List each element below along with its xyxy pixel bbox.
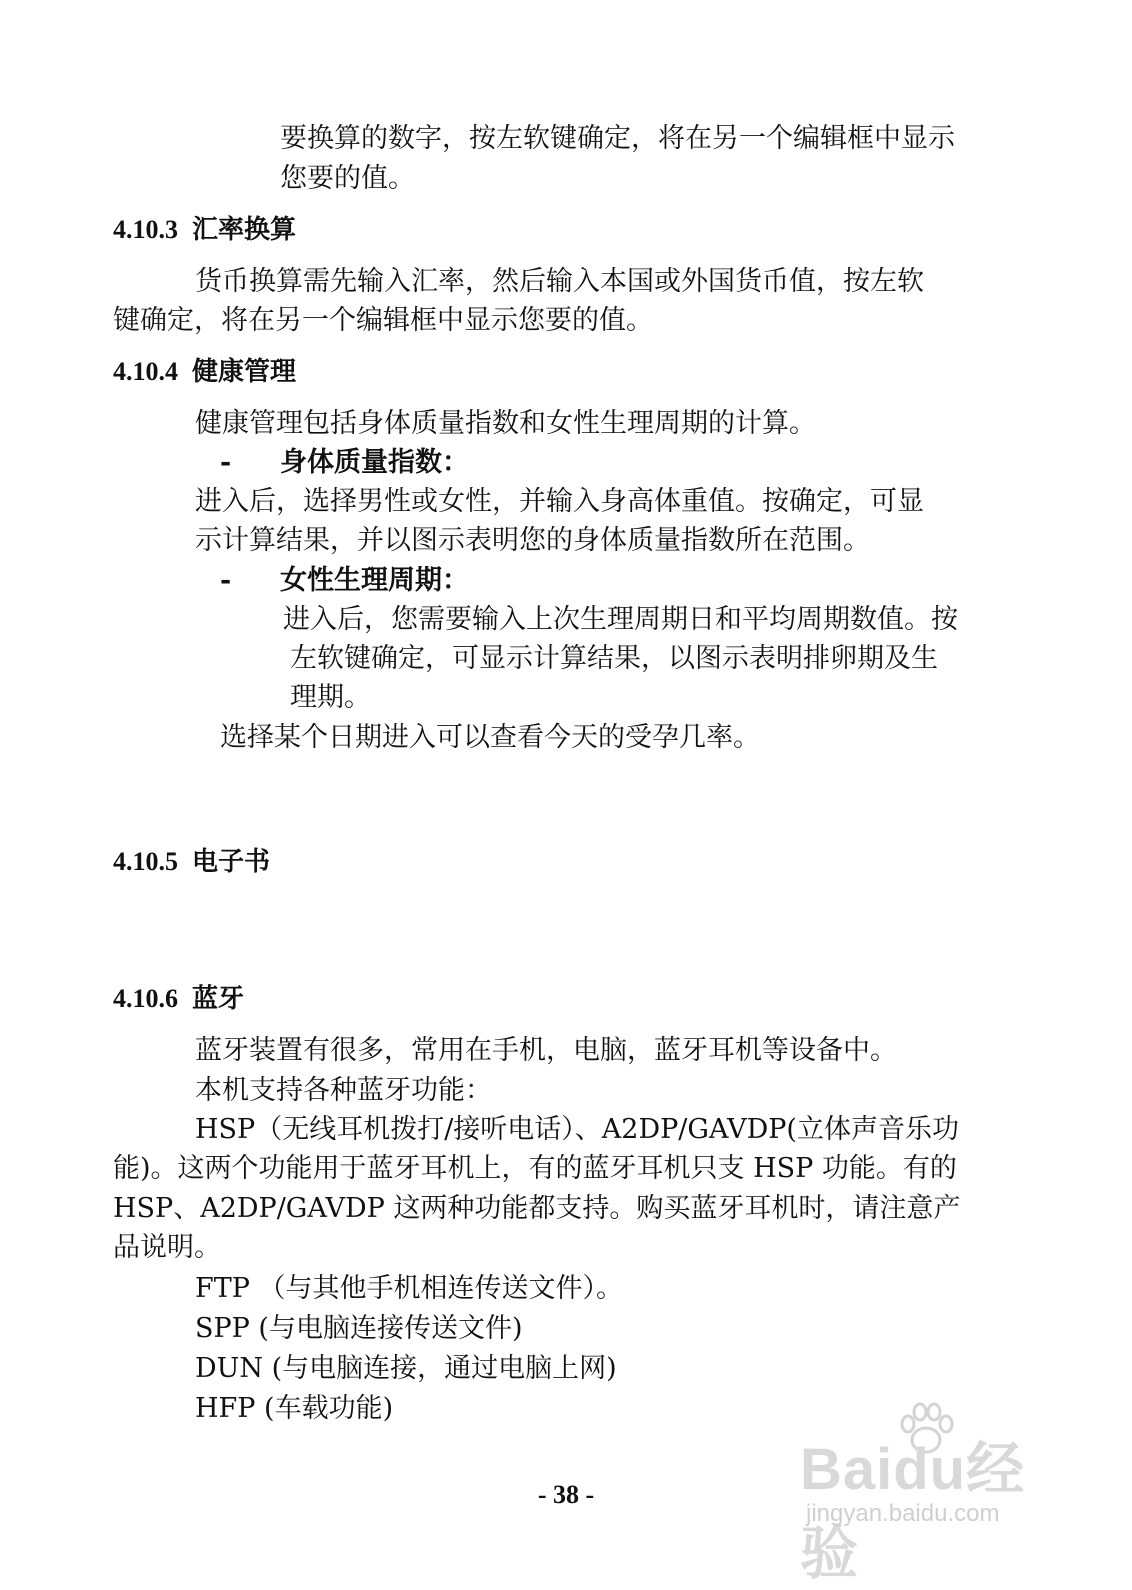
section-title: 健康管理 [192, 357, 297, 387]
body-text-line: HFP (车载功能) [195, 1393, 394, 1424]
body-text-line: DUN (与电脑连接，通过电脑上网) [195, 1353, 617, 1384]
body-text-line: 进入后，选择男性或女性，并输入身高体重值。按确定，可显 [195, 486, 924, 517]
bullet-label: 身体质量指数： [280, 447, 469, 478]
body-text-line: 健康管理包括身体质量指数和女性生理周期的计算。 [195, 408, 816, 439]
section-heading-4-10-5 [113, 843, 270, 881]
body-text-line: 键确定，将在另一个编辑框中显示您要的值。 [113, 305, 653, 336]
bullet-item-cycle [220, 562, 469, 600]
body-text-line: 进入后，您需要输入上次生理周期日和平均周期数值。按 [283, 604, 958, 635]
body-text-line: 您要的值。 [280, 163, 415, 194]
body-text-line: HSP、A2DP/GAVDP 这两种功能都支持。购买蓝牙耳机时，请注意产 [113, 1193, 961, 1224]
body-text-line: 本机支持各种蓝牙功能： [195, 1075, 492, 1106]
watermark-url: jingyan.baidu.com [806, 1500, 1000, 1527]
section-heading-4-10-4 [113, 353, 296, 391]
section-heading-4-10-3 [113, 211, 296, 249]
body-text-line: HSP（无线耳机拨打/接听电话）、A2DP/GAVDP(立体声音乐功 [195, 1114, 959, 1145]
section-heading-4-10-6 [113, 980, 244, 1018]
section-number: 4.10.6 [113, 984, 178, 1013]
section-title: 汇率换算 [192, 215, 297, 245]
body-text-line: 能)。这两个功能用于蓝牙耳机上，有的蓝牙耳机只支 HSP 功能。有的 [113, 1153, 957, 1184]
bullet-label: 女性生理周期： [280, 565, 469, 596]
watermark-logo-text: Baidu经验 [800, 1437, 1026, 1586]
section-title: 电子书 [192, 847, 271, 877]
body-text-line: 左软键确定，可显示计算结果，以图示表明排卵期及生 [290, 643, 938, 674]
body-text-line: 要换算的数字，按左软键确定，将在另一个编辑框中显示 [280, 123, 955, 154]
section-number: 4.10.4 [113, 357, 178, 386]
section-title: 蓝牙 [192, 984, 245, 1014]
body-text-line: 货币换算需先输入汇率，然后输入本国或外国货币值，按左软 [195, 266, 924, 297]
body-text-line: FTP （与其他手机相连传送文件）。 [195, 1273, 623, 1304]
bullet-item-bmi [220, 444, 469, 482]
body-text-line: 品说明。 [113, 1232, 221, 1263]
section-number: 4.10.3 [113, 215, 178, 244]
page-number: - 38 - [537, 1480, 595, 1509]
bullet-dash: - [220, 447, 232, 478]
section-number: 4.10.5 [113, 847, 178, 876]
body-text-line: 蓝牙装置有很多，常用在手机，电脑，蓝牙耳机等设备中。 [195, 1035, 897, 1066]
body-text-line: 选择某个日期进入可以查看今天的受孕几率。 [220, 722, 760, 753]
bullet-dash: - [220, 565, 232, 596]
body-text-line: 示计算结果，并以图示表明您的身体质量指数所在范围。 [195, 525, 870, 556]
baidu-watermark [800, 1400, 1060, 1586]
body-text-line: 理期。 [290, 682, 371, 713]
body-text-line: SPP (与电脑连接传送文件) [195, 1313, 523, 1344]
